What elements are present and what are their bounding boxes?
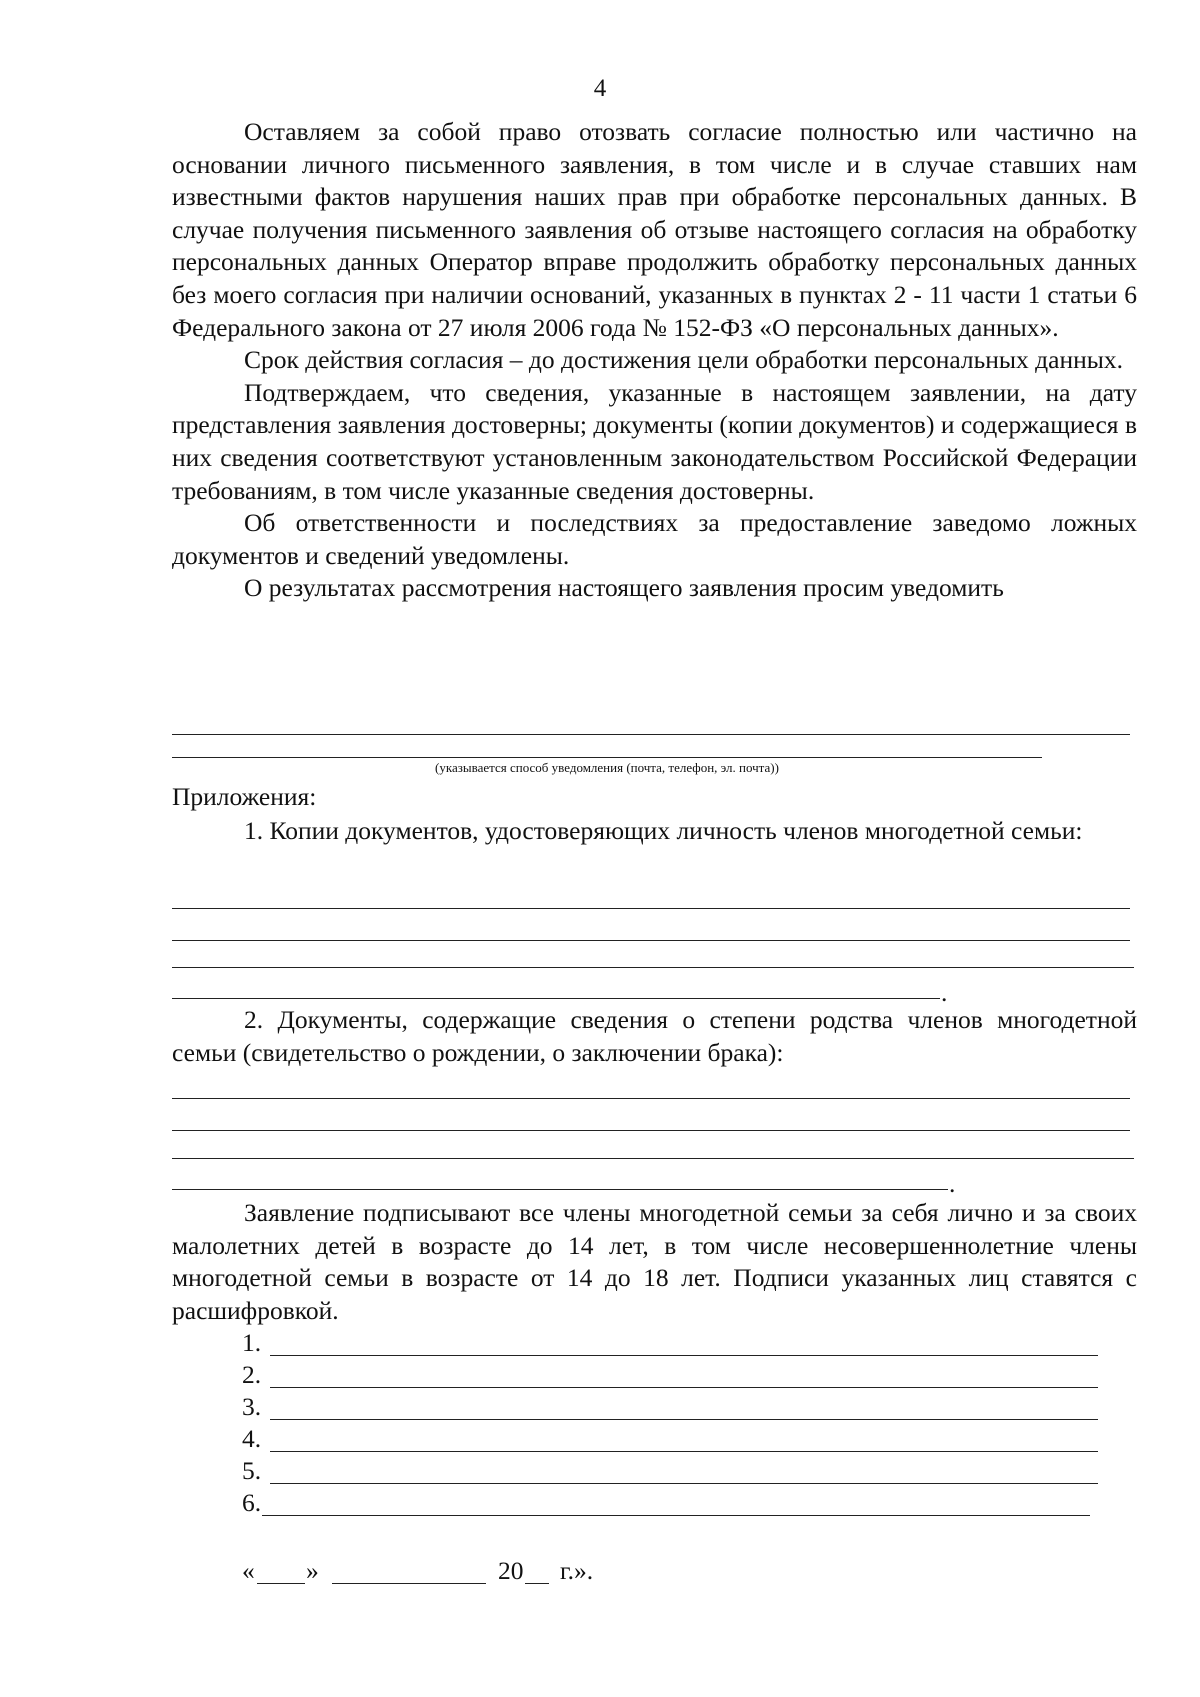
attachment-1-end-mark: . bbox=[941, 978, 948, 1007]
validity-paragraph: Срок действия согласия – до достижения цели обработки персональных данных. bbox=[244, 345, 1124, 375]
notification-method-line-2[interactable] bbox=[172, 757, 1042, 758]
page-number: 4 bbox=[593, 75, 607, 102]
attachment-2-line-2[interactable] bbox=[172, 1130, 1130, 1131]
attachment-2-line-4[interactable] bbox=[172, 1189, 948, 1190]
date-month-blank[interactable] bbox=[332, 1583, 486, 1584]
attachment-2-block bbox=[172, 1004, 1137, 1069]
signature-number-6: 6. bbox=[242, 1488, 262, 1517]
attachment-1-line-4[interactable] bbox=[172, 998, 940, 999]
attachment-1-line-3[interactable] bbox=[172, 967, 1134, 968]
attachment-1-line-2[interactable] bbox=[172, 940, 1130, 941]
signature-number-1: 1. bbox=[242, 1328, 262, 1357]
confirmation-paragraph: Подтверждаем, что сведения, указанные в настоящем заявлении, на дату представления заявления достоверны; документы (копии документов) и содержащиеся в них сведения соответствуют установленным законодательством Российской Федерации требованиям, в том числе указанные сведения достоверны. bbox=[172, 377, 1137, 505]
consent-text-block bbox=[172, 116, 1137, 605]
signature-line-2[interactable] bbox=[270, 1387, 1098, 1388]
signature-number-5: 5. bbox=[242, 1456, 262, 1485]
notification-method-caption: (указывается способ уведомления (почта, телефон, эл. почта)) bbox=[435, 760, 779, 775]
signature-note-block bbox=[172, 1197, 1137, 1327]
date-close-quote: » bbox=[306, 1556, 319, 1585]
attachment-2-end-mark: . bbox=[949, 1169, 956, 1198]
attachment-1-block bbox=[172, 815, 1137, 848]
date-year-blank[interactable] bbox=[525, 1583, 549, 1584]
signature-line-5[interactable] bbox=[270, 1483, 1098, 1484]
signature-line-4[interactable] bbox=[270, 1451, 1098, 1452]
withdrawal-paragraph: Оставляем за собой право отозвать согласие полностью или частично на основании личного письменного заявления, в том числе и в случае ставших нам известными фактов нарушения наших прав при обработке персональных данных. В случае получения письменного заявления об отзыве настоящего согласия на обработку персональных данных Оператор вправе продолжить обработку персональных данных без моего согласия при наличии оснований, указанных в пунктах 2 - 11 части 1 статьи 6 Федерального закона от 27 июля 2006 года № 152-ФЗ «О персональных данных». bbox=[172, 117, 1137, 342]
responsibility-paragraph: Об ответственности и последствиях за предоставление заведомо ложных документов и сведений уведомлены. bbox=[172, 508, 1137, 570]
notification-paragraph: О результатах рассмотрения настоящего заявления просим уведомить bbox=[244, 573, 1004, 603]
date-year-suffix: г.». bbox=[560, 1556, 594, 1585]
attachment-2-text: 2. Документы, содержащие сведения о степени родства членов многодетной семьи (свидетельство о рождении, о заключении брака): bbox=[172, 1005, 1137, 1067]
attachment-1-line-1[interactable] bbox=[172, 908, 1130, 909]
notification-method-line-1[interactable] bbox=[172, 734, 1130, 735]
signature-number-3: 3. bbox=[242, 1392, 262, 1421]
attachment-2-line-3[interactable] bbox=[172, 1158, 1134, 1159]
date-year-prefix: 20 bbox=[498, 1556, 524, 1585]
date-day-blank[interactable] bbox=[257, 1583, 305, 1584]
signature-line-1[interactable] bbox=[270, 1355, 1098, 1356]
signature-note-text: Заявление подписывают все члены многодетной семьи за себя лично и за своих малолетних детей в возрасте до 14 лет, в том числе несовершеннолетние члены многодетной семьи в возрасте от 14 до 18 лет. Подписи указанных лиц ставятся с расшифровкой. bbox=[172, 1198, 1137, 1325]
attachments-heading: Приложения: bbox=[172, 782, 317, 811]
date-open-quote: « bbox=[242, 1556, 255, 1585]
signature-line-3[interactable] bbox=[270, 1419, 1098, 1420]
signature-number-2: 2. bbox=[242, 1360, 262, 1389]
signature-line-6[interactable] bbox=[262, 1515, 1090, 1516]
attachment-2-line-1[interactable] bbox=[172, 1098, 1130, 1099]
signature-number-4: 4. bbox=[242, 1424, 262, 1453]
attachment-1-text: 1. Копии документов, удостоверяющих личность членов многодетной семьи: bbox=[244, 816, 1083, 845]
